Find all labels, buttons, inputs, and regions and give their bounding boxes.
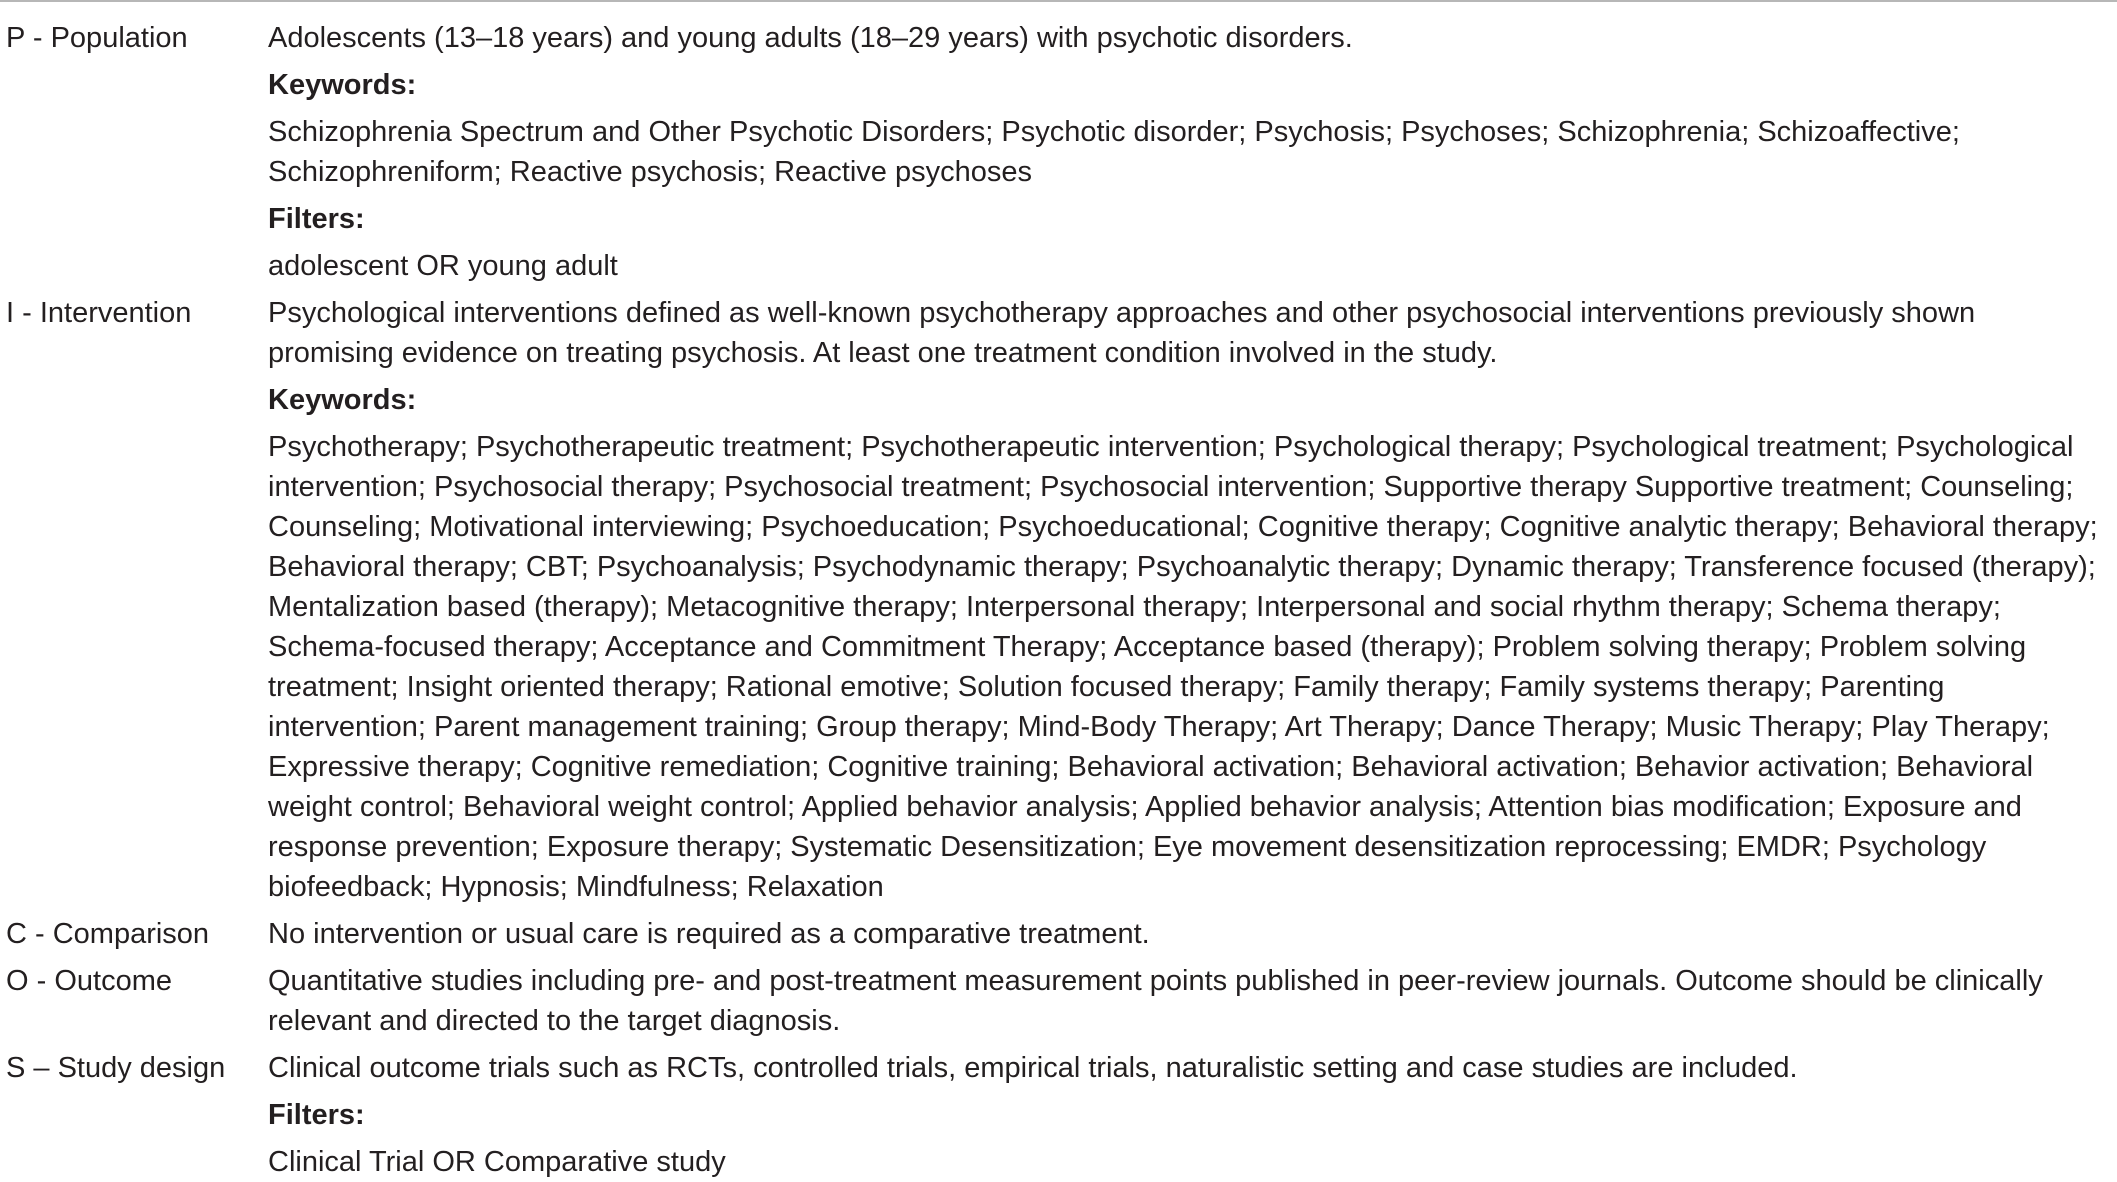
top-rule <box>0 0 2117 2</box>
intervention-keywords-heading: Keywords: <box>268 384 417 416</box>
row-label-comparison: C - Comparison <box>6 918 210 950</box>
row-label-study-design: S – Study design <box>6 1052 226 1084</box>
population-keywords: Schizophrenia Spectrum and Other Psychotic Disorders; Psychotic disorder; Psychosis; Psychoses; Schizophrenia; Schizoaffective; Schizophreniform; Reactive psychosis; Reactive psychoses <box>268 116 1960 188</box>
row-content-population <box>268 18 2111 293</box>
row-label-intervention: I - Intervention <box>6 297 192 329</box>
outcome-description: Quantitative studies including pre- and post-treatment measurement points published in peer-review journals. Outcome should be clinically relevant and directed to the target diagnosis. <box>268 965 2043 1037</box>
study-design-filters-heading: Filters: <box>268 1099 365 1131</box>
population-keywords-heading: Keywords: <box>268 69 417 101</box>
population-description: Adolescents (13–18 years) and young adults (18–29 years) with psychotic disorders. <box>268 22 1353 54</box>
row-label-outcome: O - Outcome <box>6 965 172 997</box>
comparison-description: No intervention or usual care is required as a comparative treatment. <box>268 918 1150 950</box>
row-content-outcome <box>268 961 2111 1048</box>
row-label-population: P - Population <box>6 22 188 54</box>
table-row-study-design <box>6 1048 2111 1182</box>
study-design-description: Clinical outcome trials such as RCTs, controlled trials, empirical trials, naturalistic setting and case studies are included. <box>268 1052 1798 1084</box>
table-row-intervention <box>6 293 2111 914</box>
population-filters: adolescent OR young adult <box>268 250 618 282</box>
table-row-outcome <box>6 961 2111 1048</box>
row-content-comparison <box>268 914 2111 961</box>
table-row-population <box>6 18 2111 293</box>
population-filters-heading: Filters: <box>268 203 365 235</box>
study-design-filters: Clinical Trial OR Comparative study <box>268 1146 726 1178</box>
picos-table <box>6 18 2111 1182</box>
intervention-description: Psychological interventions defined as well-known psychotherapy approaches and other psychosocial interventions previously shown promising evidence on treating psychosis. At least one treatment condition involved in the study. <box>268 297 1976 369</box>
row-content-study-design <box>268 1048 2111 1182</box>
table-row-comparison <box>6 914 2111 961</box>
intervention-keywords: Psychotherapy; Psychotherapeutic treatment; Psychotherapeutic intervention; Psychological therapy; Psychological treatment; Psychological intervention; Psychosocial therapy; Psychosocial treatment; Psychosocial intervention; Supportive therapy Supportive treatment; Counseling; Counseling; Motivational interviewing; Psychoeducation; Psychoeducational; Cognitive therapy; Cognitive analytic therapy; Behavioral therapy; Behavioral therapy; CBT; Psychoanalysis; Psychodynamic therapy; Psychoanalytic therapy; Dynamic therapy; Transference focused (therapy); Mentalization based (therapy); Metacognitive therapy; Interpersonal therapy; Interpersonal and social rhythm therapy; Schema therapy; Schema-focused therapy; Acceptance and Commitment Therapy; Acceptance based (therapy); Problem solving therapy; Problem solving treatment; Insight oriented therapy; Rational emotive; Solution focused therapy; Family therapy; Family systems therapy; Parenting intervention; Parent management training; Group therapy; Mind-Body Therapy; Art Therapy; Dance Therapy; Music Therapy; Play Therapy; Expressive therapy; Cognitive remediation; Cognitive training; Behavioral activation; Behavioral activation; Behavior activation; Behavioral weight control; Behavioral weight control; Applied behavior analysis; Applied behavior analysis; Attention bias modification; Exposure and response prevention; Exposure therapy; Systematic Desensitization; Eye movement desensitization reprocessing; EMDR; Psychology biofeedback; Hypnosis; Mindfulness; Relaxation <box>268 431 2098 903</box>
row-content-intervention <box>268 293 2111 914</box>
